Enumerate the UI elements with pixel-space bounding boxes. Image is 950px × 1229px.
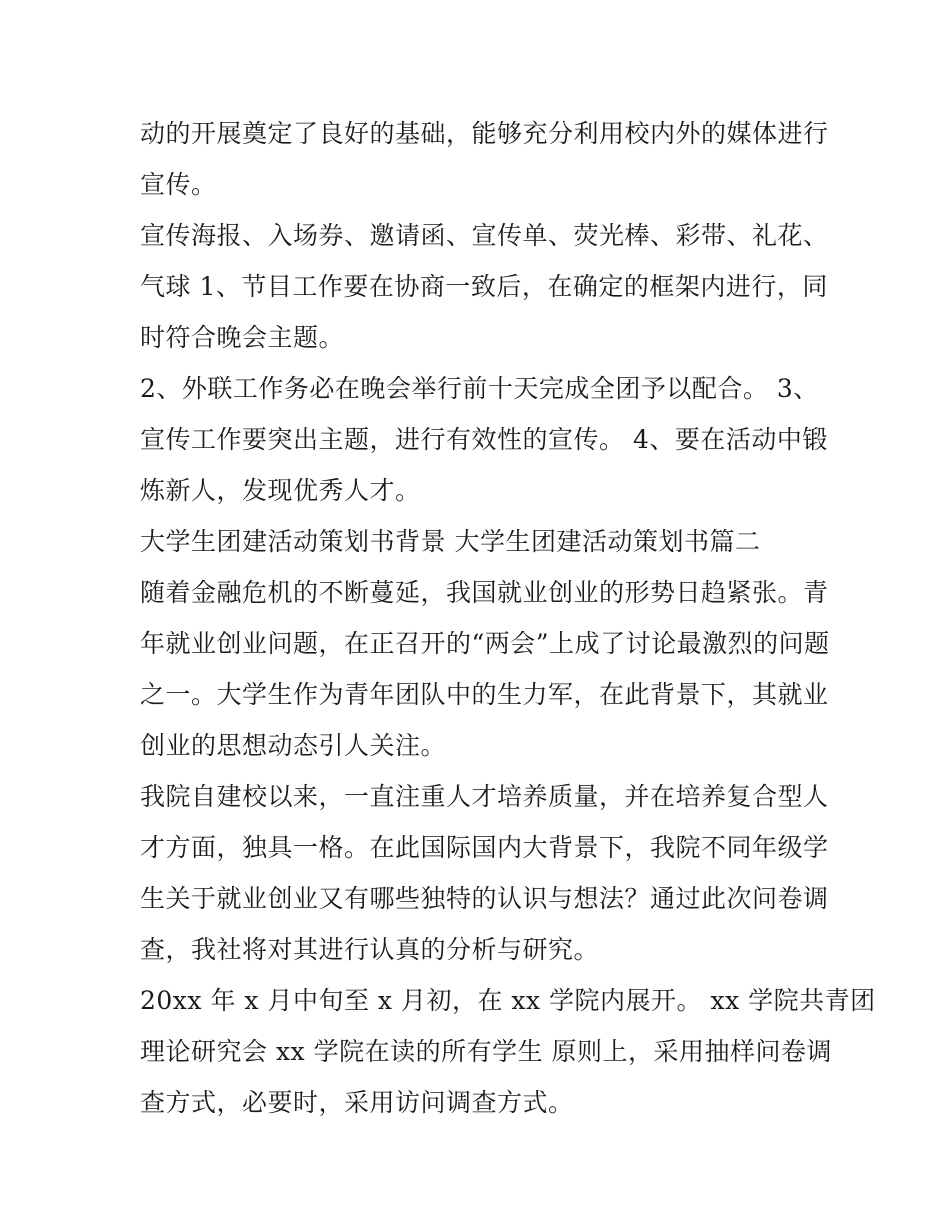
text-line: 2、外联工作务必在晚会举行前十天完成全团予以配合。 3、 xyxy=(140,374,819,403)
section-heading: 大学生团建活动策划书背景 大学生团建活动策划书篇二 xyxy=(140,527,761,556)
text-line: 理论研究会 xx 学院在读的所有学生 原则上，采用抽样问卷调 xyxy=(140,1037,833,1066)
text-line: 查，我社将对其进行认真的分析与研究。 xyxy=(140,935,600,964)
text-line: 气球 1、节目工作要在协商一致后，在确定的框架内进行，同 xyxy=(140,272,828,301)
text-line: 动的开展奠定了良好的基础，能够充分利用校内外的媒体进行 xyxy=(140,119,829,148)
text-line: 宣传海报、入场券、邀请函、宣传单、荧光棒、彩带、礼花、 xyxy=(140,221,829,250)
text-line: 查方式，必要时，采用访问调查方式。 xyxy=(140,1088,574,1117)
text-line: 才方面，独具一格。在此国际国内大背景下，我院不同年级学 xyxy=(140,833,829,862)
text-line: 随着金融危机的不断蔓延，我国就业创业的形势日趋紧张。青 xyxy=(140,578,829,607)
text-line: 创业的思想动态引人关注。 xyxy=(140,731,447,760)
text-line: 时符合晚会主题。 xyxy=(140,323,345,352)
text-line: 20xx 年 x 月中旬至 x 月初，在 xx 学院内展开。 xx 学院共青团 xyxy=(140,986,876,1015)
text-line: 我院自建校以来，一直注重人才培养质量，并在培养复合型人 xyxy=(140,782,829,811)
text-line: 之一。大学生作为青年团队中的生力军，在此背景下，其就业 xyxy=(140,680,829,709)
text-line: 宣传。 xyxy=(140,170,217,199)
text-line: 生关于就业创业又有哪些独特的认识与想法？通过此次问卷调 xyxy=(140,884,829,913)
text-line: 炼新人，发现优秀人才。 xyxy=(140,476,421,505)
text-line: 年就业创业问题，在正召开的“两会”上成了讨论最激烈的问题 xyxy=(140,629,830,658)
document-body xyxy=(140,108,876,1128)
text-line: 宣传工作要突出主题，进行有效性的宣传。 4、要在活动中锻 xyxy=(140,425,828,454)
